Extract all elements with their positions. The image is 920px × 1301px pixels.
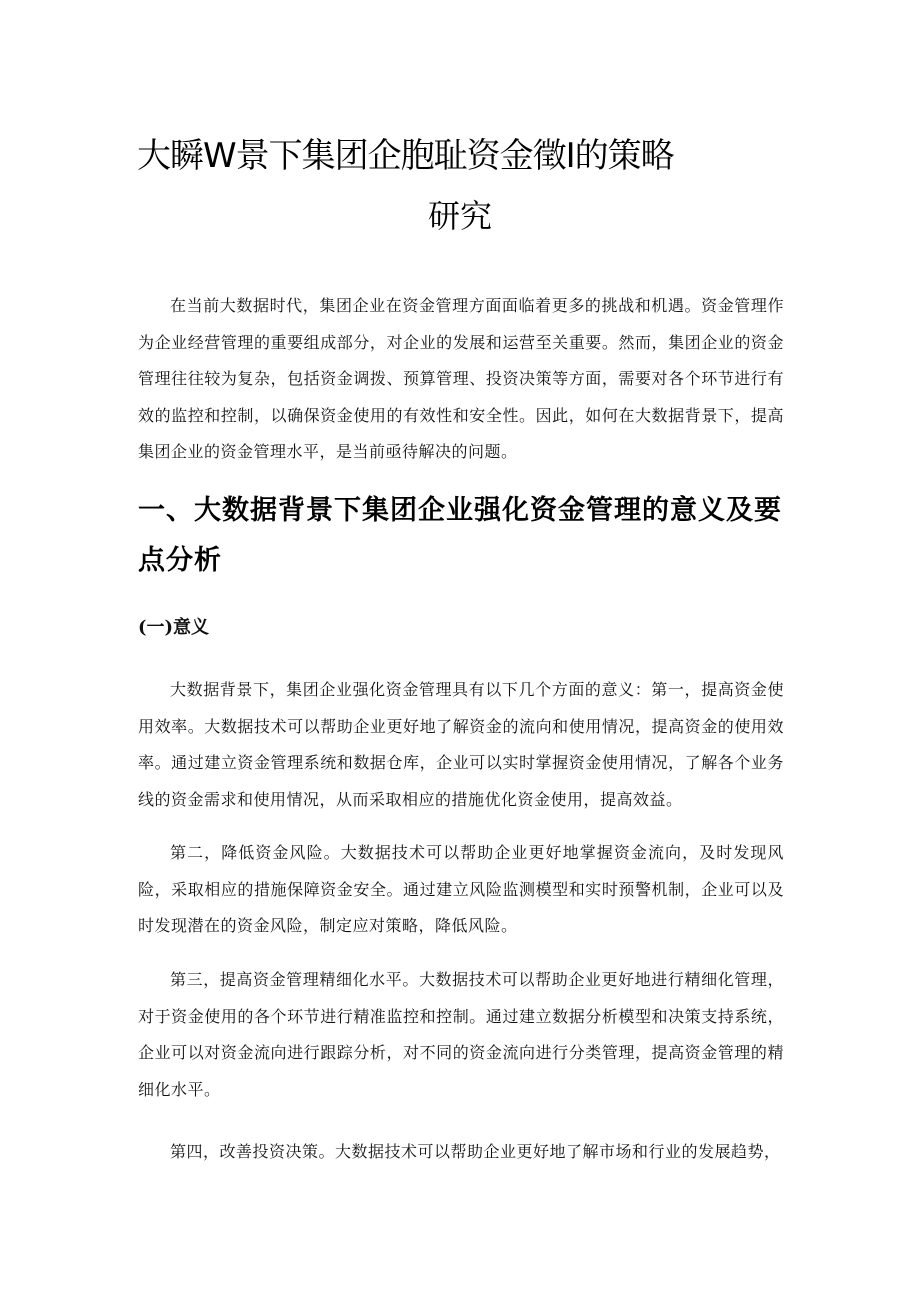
body-paragraph: 第二，降低资金风险。大数据技术可以帮助企业更好地掌握资金流向，及时发现风险，采取相应的措施保障资金安全。通过建立风险监测模型和实时预警机制，企业可以及时发现潜在的资金风险，制定应对策略，降低风险。 (138, 843, 784, 936)
document-title-line-2: 研究 (427, 197, 492, 235)
section-heading: 一、大数据背景下集团企业强化资金管理的意义及要点分析 (138, 495, 782, 576)
intro-paragraph: 在当前大数据时代，集团企业在资金管理方面面临着更多的挑战和机遇。资金管理作为企业经营管理的重要组成部分，对企业的发展和运营至关重要。然而，集团企业的资金管理往往较为复杂，包括资金调拨、预算管理、投资决策等方面，需要对各个环节进行有效的监控和控制，以确保资金使用的有效性和安全性。因此，如何在大数据背景下，提高集团企业的资金管理水平，是当前亟待解决的问题。 (138, 296, 784, 462)
subsection-heading: (一)意义 (138, 617, 210, 638)
document-title-line-1: 大瞬W景下集团企胞耻资金徵I的策略 (137, 136, 674, 176)
body-paragraph: 大数据背景下，集团企业强化资金管理具有以下几个方面的意义：第一，提高资金使用效率。大数据技术可以帮助企业更好地了解资金的流向和使用情况，提高资金的使用效率。通过建立资金管理系统和数据仓库，企业可以实时掌握资金使用情况，了解各个业务线的资金需求和使用情况，从而采取相应的措施优化资金使用，提高效益。 (138, 680, 784, 809)
body-paragraph: 第四，改善投资决策。大数据技术可以帮助企业更好地了解市场和行业的发展趋势， (170, 1142, 781, 1161)
body-paragraph: 第三，提高资金管理精细化水平。大数据技术可以帮助企业更好地进行精细化管理，对于资金使用的各个环节进行精准监控和控制。通过建立数据分析模型和决策支持系统，企业可以对资金流向进行跟踪分析，对不同的资金流向进行分类管理，提高资金管理的精细化水平。 (138, 970, 784, 1099)
